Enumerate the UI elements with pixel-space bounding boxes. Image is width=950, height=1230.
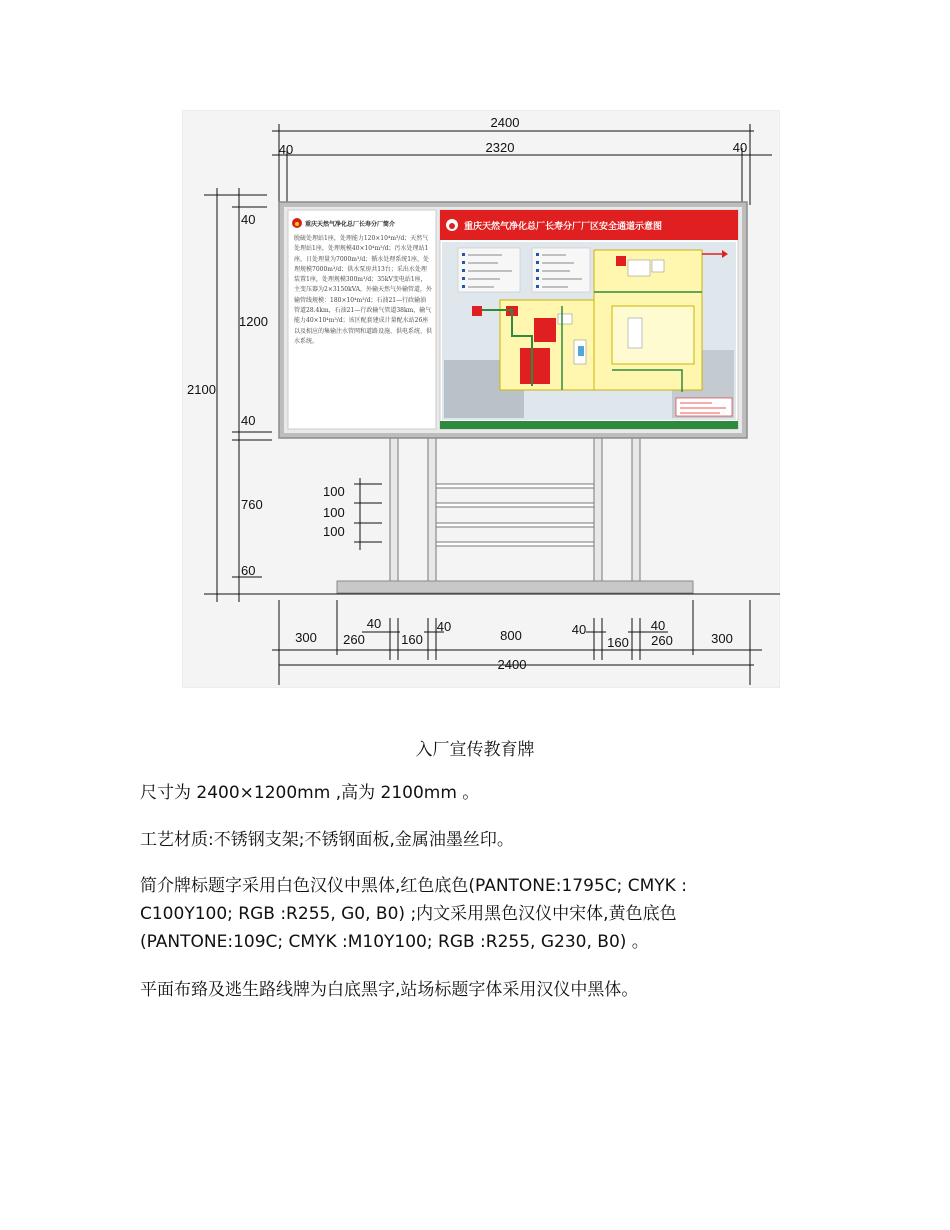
dim-top-inner: 2320	[485, 140, 515, 155]
dim-bottom-seg-4: 160	[401, 632, 423, 647]
dim-bar-spacing-3: 100	[323, 524, 345, 539]
dim-top-left-margin: 40	[278, 142, 294, 157]
dim-panel-bottom-margin: 40	[241, 413, 256, 428]
dim-bottom-seg-7: 40	[571, 622, 587, 637]
dim-top-right-margin: 40	[732, 140, 748, 155]
figure-caption: 入厂宣传教育牌	[415, 740, 535, 760]
dim-bottom-seg-2: 260	[343, 632, 365, 647]
font-color-paragraph: 简介牌标题字采用白色汉仪中黑体,红色底色(PANTONE:1795C; CMYK : C100Y100; RGB :R255, G0, B0) ;内文采用黑色汉仪中宋体,黄色底色 (PANTONE:109C; CMYK :M10Y100; RGB :R255, G230, B0) 。	[140, 876, 687, 952]
dim-bar-spacing-2: 100	[323, 505, 345, 520]
dim-base-height: 60	[241, 563, 256, 578]
dim-bottom-seg-11: 300	[711, 631, 733, 646]
dim-bottom-seg-5: 40	[436, 619, 452, 634]
dim-bottom-seg-1: 300	[295, 630, 317, 645]
dim-bar-spacing-1: 100	[323, 484, 345, 499]
intro-panel-title: 重庆天然气净化总厂长寿分厂简介	[305, 221, 396, 228]
dim-bottom-seg-8: 160	[607, 635, 629, 650]
dim-leg-height: 760	[241, 497, 263, 512]
layout-sign-paragraph: 平面布臵及逃生路线牌为白底黑字,站场标题字体采用汉仪中黑体。	[140, 980, 639, 1000]
dim-panel-height: 1200	[239, 314, 268, 329]
material-paragraph: 工艺材质:不锈钢支架;不锈钢面板,金属油墨丝印。	[140, 830, 514, 850]
dim-top-total: 2400	[490, 115, 520, 130]
signboard-diagram	[182, 110, 780, 688]
dim-panel-top-margin: 40	[241, 212, 256, 227]
dim-bottom-seg-9: 40	[650, 618, 666, 633]
sign-base	[337, 581, 693, 593]
size-paragraph: 尺寸为 2400×1200mm ,高为 2100mm 。	[140, 783, 480, 803]
map-bottom-bar	[440, 421, 738, 429]
dim-bottom-seg-6: 800	[500, 628, 522, 643]
dim-bottom-seg-10: 260	[651, 633, 673, 648]
dim-bottom-seg-3: 40	[366, 616, 382, 631]
intro-panel-body: 脱硫处理站1座，处理能力120×10⁴m³/d；天然气处理站1座，处理规模40×10⁴m³/d；污水处理站1座，日处理量为7000m³/d；循水处理系统1座，处理规模7000m³/d；供水泵房共13台；采出水处理装置1座，处理规模300m³/d；35kV变电站1座，主变压器为2×3150kVA，外输天然气外输管道，外输管线规模：180×10⁴m³/d；石油21—行政输油管道28.4km，石油21—行政输气管道38km，输气能力40×10⁴m³/d；该区配套建成计量配水站26座以及相应的集输注水管网和道路设施、供电系统、供水系统。	[294, 235, 432, 345]
map-panel-title: 重庆天然气净化总厂长寿分厂厂区安全通道示意图	[464, 222, 663, 232]
dim-total-height: 2100	[187, 382, 216, 397]
dim-bottom-total: 2400	[497, 657, 527, 672]
